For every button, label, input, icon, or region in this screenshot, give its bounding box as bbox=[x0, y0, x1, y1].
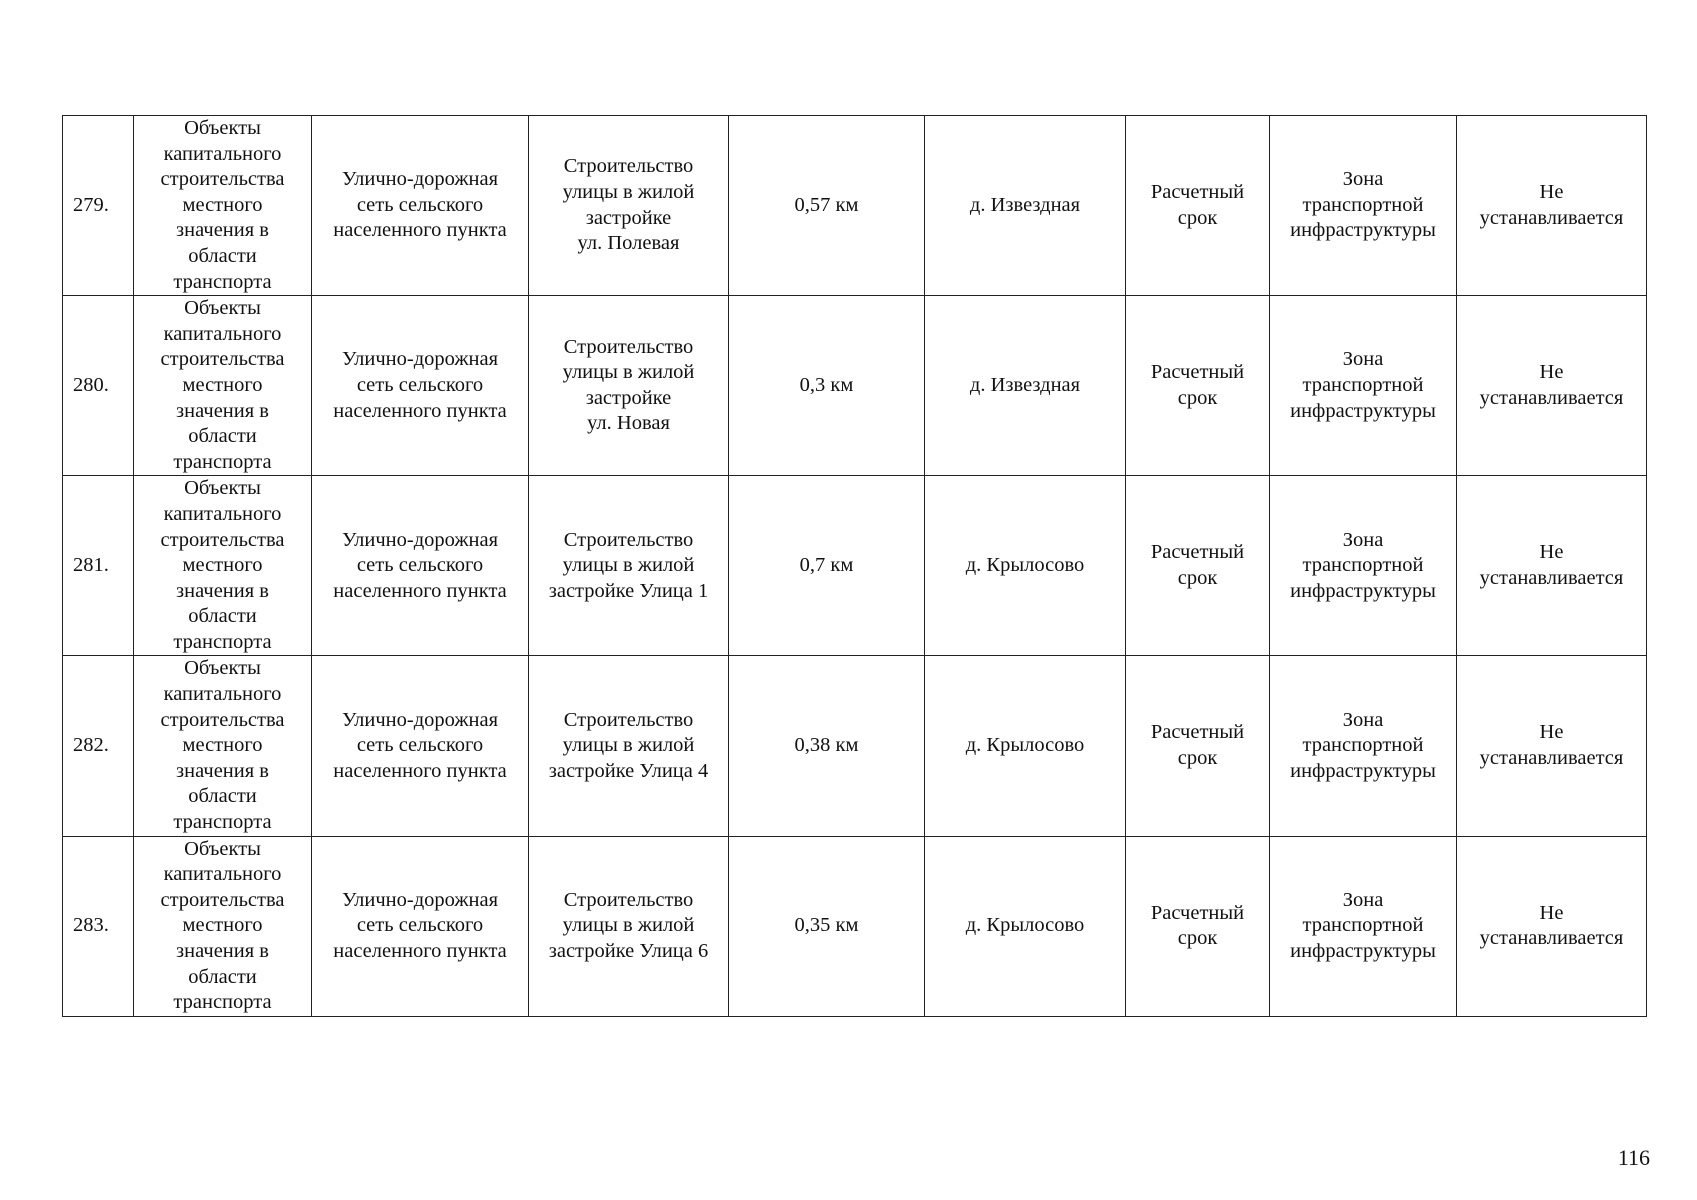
cell-zone: Зона транспортной инфраструктуры bbox=[1270, 116, 1457, 296]
cell-number: 279. bbox=[63, 116, 134, 296]
cell-network: Улично-дорожная сеть сельского населенного пункта bbox=[312, 476, 529, 656]
cell-length: 0,57 км bbox=[729, 116, 925, 296]
cell-object-type: Объекты капитального строительства местного значения в области транспорта bbox=[134, 296, 312, 476]
cell-network: Улично-дорожная сеть сельского населенного пункта bbox=[312, 116, 529, 296]
cell-network: Улично-дорожная сеть сельского населенного пункта bbox=[312, 296, 529, 476]
cell-protection: Не устанавливается bbox=[1457, 656, 1647, 836]
cell-location: д. Извездная bbox=[925, 116, 1126, 296]
cell-zone: Зона транспортной инфраструктуры bbox=[1270, 476, 1457, 656]
cell-protection: Не устанавливается bbox=[1457, 116, 1647, 296]
cell-zone: Зона транспортной инфраструктуры bbox=[1270, 296, 1457, 476]
cell-object-type: Объекты капитального строительства местного значения в области транспорта bbox=[134, 656, 312, 836]
cell-protection: Не устанавливается bbox=[1457, 476, 1647, 656]
cell-location: д. Крылосово bbox=[925, 656, 1126, 836]
cell-number: 281. bbox=[63, 476, 134, 656]
cell-location: д. Крылосово bbox=[925, 476, 1126, 656]
cell-description: Строительство улицы в жилой застройке Улица 4 bbox=[529, 656, 729, 836]
cell-term: Расчетный срок bbox=[1126, 116, 1270, 296]
cell-zone: Зона транспортной инфраструктуры bbox=[1270, 836, 1457, 1016]
table-row bbox=[63, 476, 1647, 656]
cell-zone: Зона транспортной инфраструктуры bbox=[1270, 656, 1457, 836]
planning-objects-table bbox=[62, 115, 1647, 1017]
cell-length: 0,35 км bbox=[729, 836, 925, 1016]
cell-length: 0,3 км bbox=[729, 296, 925, 476]
cell-term: Расчетный срок bbox=[1126, 476, 1270, 656]
cell-network: Улично-дорожная сеть сельского населенного пункта bbox=[312, 656, 529, 836]
cell-description: Строительство улицы в жилой застройке ул. Полевая bbox=[529, 116, 729, 296]
cell-term: Расчетный срок bbox=[1126, 836, 1270, 1016]
cell-protection: Не устанавливается bbox=[1457, 836, 1647, 1016]
cell-number: 280. bbox=[63, 296, 134, 476]
cell-description: Строительство улицы в жилой застройке Улица 1 bbox=[529, 476, 729, 656]
table-body bbox=[63, 116, 1647, 1017]
cell-number: 282. bbox=[63, 656, 134, 836]
cell-length: 0,38 км bbox=[729, 656, 925, 836]
cell-term: Расчетный срок bbox=[1126, 656, 1270, 836]
table-row bbox=[63, 836, 1647, 1016]
cell-protection: Не устанавливается bbox=[1457, 296, 1647, 476]
cell-description: Строительство улицы в жилой застройке Улица 6 bbox=[529, 836, 729, 1016]
cell-network: Улично-дорожная сеть сельского населенного пункта bbox=[312, 836, 529, 1016]
cell-location: д. Извездная bbox=[925, 296, 1126, 476]
cell-length: 0,7 км bbox=[729, 476, 925, 656]
page-number: 116 bbox=[1617, 1145, 1650, 1170]
table-row bbox=[63, 116, 1647, 296]
cell-object-type: Объекты капитального строительства местного значения в области транспорта bbox=[134, 116, 312, 296]
cell-location: д. Крылосово bbox=[925, 836, 1126, 1016]
cell-term: Расчетный срок bbox=[1126, 296, 1270, 476]
cell-object-type: Объекты капитального строительства местного значения в области транспорта bbox=[134, 836, 312, 1016]
cell-number: 283. bbox=[63, 836, 134, 1016]
table-row bbox=[63, 656, 1647, 836]
table-row bbox=[63, 296, 1647, 476]
cell-description: Строительство улицы в жилой застройке ул. Новая bbox=[529, 296, 729, 476]
cell-object-type: Объекты капитального строительства местного значения в области транспорта bbox=[134, 476, 312, 656]
